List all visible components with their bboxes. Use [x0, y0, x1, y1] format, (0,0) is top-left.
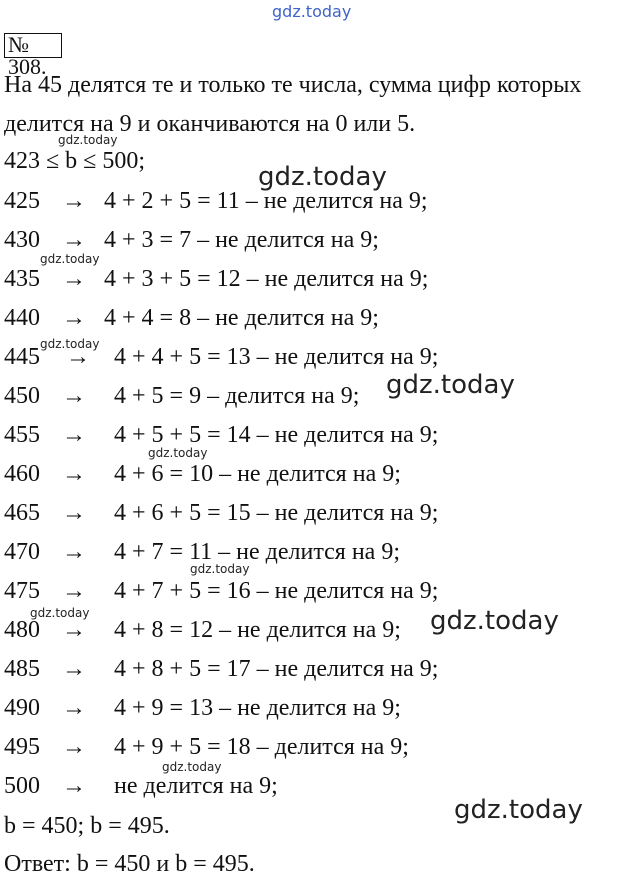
watermark: gdz.today — [40, 252, 100, 266]
arrow-icon: → — [62, 266, 86, 292]
row-number: 495 — [4, 734, 40, 760]
arrow-icon: → — [62, 734, 86, 760]
intro-line-2: делится на 9 и оканчиваются на 0 или 5. — [4, 111, 416, 137]
row-number: 490 — [4, 695, 40, 721]
row-number: 475 — [4, 578, 40, 604]
watermark: gdz.today — [162, 760, 222, 774]
arrow-icon: → — [62, 305, 86, 331]
row-expression: 4 + 6 + 5 = 15 – не делится на 9; — [114, 500, 439, 526]
row-expression: 4 + 9 + 5 = 18 – делится на 9; — [114, 734, 409, 760]
row-expression: 4 + 5 + 5 = 14 – не делится на 9; — [114, 422, 439, 448]
row-number: 450 — [4, 383, 40, 409]
row-expression: 4 + 4 + 5 = 13 – не делится на 9; — [114, 344, 439, 370]
watermark: gdz.today — [30, 606, 90, 620]
row-expression: не делится на 9; — [114, 773, 278, 799]
arrow-icon: → — [62, 695, 86, 721]
arrow-icon: → — [62, 773, 86, 799]
row-number: 460 — [4, 461, 40, 487]
watermark: gdz.today — [430, 606, 559, 636]
row-expression: 4 + 3 = 7 – не делится на 9; — [104, 227, 379, 253]
watermark: gdz.today — [386, 370, 515, 400]
row-number: 470 — [4, 539, 40, 565]
row-number: 500 — [4, 773, 40, 799]
watermark: gdz.today — [258, 162, 387, 192]
row-number: 480 — [4, 617, 40, 643]
row-expression: 4 + 8 + 5 = 17 – не делится на 9; — [114, 656, 439, 682]
row-expression: 4 + 7 = 11 – не делится на 9; — [114, 539, 400, 565]
arrow-icon: → — [62, 461, 86, 487]
arrow-icon: → — [62, 656, 86, 682]
row-number: 455 — [4, 422, 40, 448]
row-expression: 4 + 9 = 13 – не делится на 9; — [114, 695, 401, 721]
result-line: b = 450; b = 495. — [4, 813, 170, 839]
row-number: 435 — [4, 266, 40, 292]
watermark: gdz.today — [58, 133, 118, 147]
watermark: gdz.today — [148, 446, 208, 460]
arrow-icon: → — [62, 188, 86, 214]
arrow-icon: → — [62, 617, 86, 643]
watermark-top: gdz.today — [272, 2, 352, 21]
row-number: 465 — [4, 500, 40, 526]
watermark: gdz.today — [40, 337, 100, 351]
row-expression: 4 + 2 + 5 = 11 – не делится на 9; — [104, 188, 428, 214]
watermark: gdz.today — [454, 795, 583, 825]
row-number: 485 — [4, 656, 40, 682]
row-expression: 4 + 7 + 5 = 16 – не делится на 9; — [114, 578, 439, 604]
arrow-icon: → — [62, 227, 86, 253]
row-number: 430 — [4, 227, 40, 253]
row-expression: 4 + 5 = 9 – делится на 9; — [114, 383, 360, 409]
arrow-icon: → — [62, 578, 86, 604]
row-number: 440 — [4, 305, 40, 331]
answer-line: Ответ: b = 450 и b = 495. — [4, 851, 255, 877]
arrow-icon: → — [62, 383, 86, 409]
arrow-icon: → — [62, 422, 86, 448]
row-expression: 4 + 3 + 5 = 12 – не делится на 9; — [104, 266, 429, 292]
watermark: gdz.today — [190, 562, 250, 576]
row-number: 425 — [4, 188, 40, 214]
intro-line-1: На 45 делятся те и только те числа, сумма цифр которых — [4, 72, 582, 98]
arrow-icon: → — [62, 539, 86, 565]
problem-number — [4, 32, 62, 79]
row-expression: 4 + 6 = 10 – не делится на 9; — [114, 461, 401, 487]
row-expression: 4 + 8 = 12 – не делится на 9; — [114, 617, 401, 643]
row-expression: 4 + 4 = 8 – не делится на 9; — [104, 305, 379, 331]
row-number: 445 — [4, 344, 40, 370]
arrow-icon: → — [62, 500, 86, 526]
arrow-icon: → — [66, 344, 90, 370]
range-condition: 423 ≤ b ≤ 500; — [4, 148, 146, 174]
problem-number-text: № 308. — [8, 32, 47, 79]
